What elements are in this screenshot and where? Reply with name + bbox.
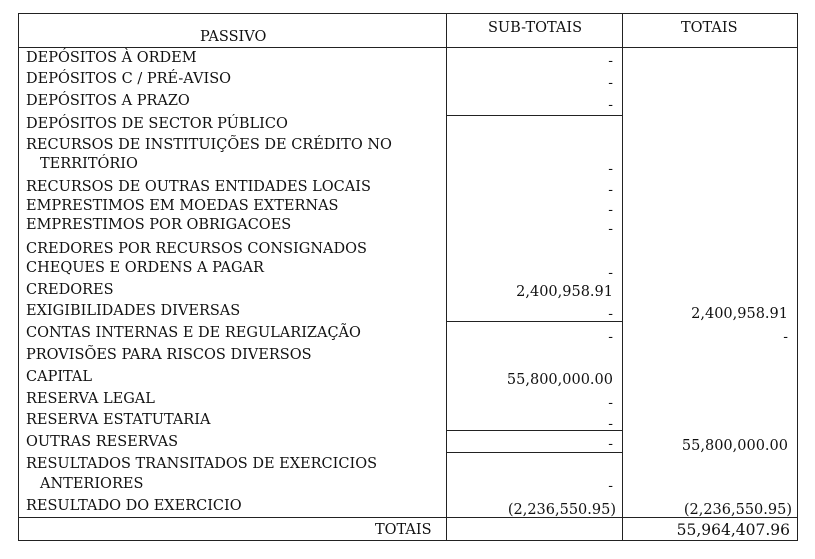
col-divider-2 [622,13,623,541]
table-bottom-border [18,540,797,541]
row-label: EMPRESTIMOS EM MOEDAS EXTERNAS [26,198,339,214]
subtotal-value: 55,800,000.00 [506,372,613,388]
subtotal-value: 2,400,958.91 [516,284,613,300]
grand-total-value: 55,964,407.96 [676,521,790,539]
subtotal-value: - [608,75,613,91]
table-right-border [797,13,798,541]
total-value: - [783,329,788,345]
row-label: CREDORES POR RECURSOS CONSIGNADOS [26,241,367,257]
row-label: RECURSOS DE INSTITUIÇÕES DE CRÉDITO NO [26,137,392,153]
subtotal-separator-2 [446,321,622,322]
row-label: DEPÓSITOS C / PRÉ-AVISO [26,71,232,87]
row-label: RESERVA LEGAL [26,391,155,407]
header-bottom-border [18,47,797,48]
row-label: DEPÓSITOS A PRAZO [26,93,190,109]
header-totais: TOTAIS [681,20,738,36]
subtotal-value: - [608,395,613,411]
row-label: OUTRAS RESERVAS [26,434,179,450]
subtotal-value: - [608,161,613,177]
table-top-border [18,13,797,14]
row-label: CONTAS INTERNAS E DE REGULARIZAÇÃO [26,325,361,341]
totals-label: TOTAIS [375,522,432,538]
subtotal-separator-1 [446,115,622,116]
row-label: RESERVA ESTATUTARIA [26,412,211,428]
row-label-continuation: ANTERIORES [40,476,144,492]
row-label: CHEQUES E ORDENS A PAGAR [26,260,264,276]
total-value: 2,400,958.91 [691,306,788,322]
subtotal-value: - [608,436,613,452]
row-label: RESULTADOS TRANSITADOS DE EXERCICIOS [26,456,378,472]
subtotal-value: - [608,202,613,218]
subtotal-value: - [608,416,613,432]
subtotal-value: - [608,306,613,322]
table-left-border [18,13,19,541]
subtotal-value: - [608,478,613,494]
subtotal-value: - [608,97,613,113]
subtotal-separator-4 [446,452,622,453]
subtotal-value: (2,236,550.95) [507,502,616,518]
subtotal-value: - [608,182,613,198]
row-label: CAPITAL [26,369,93,385]
total-value: 55,800,000.00 [681,438,788,454]
subtotal-value: - [608,53,613,69]
row-label: DEPÓSITOS À ORDEM [26,50,197,66]
row-label: RESULTADO DO EXERCICIO [26,498,242,514]
row-label: EMPRESTIMOS POR OBRIGACOES [26,217,292,233]
row-label: CREDORES [26,282,114,298]
subtotal-value: - [608,221,613,237]
row-label-continuation: TERRITÓRIO [40,156,138,172]
row-label: PROVISÕES PARA RISCOS DIVERSOS [26,347,312,363]
col-divider-1 [446,13,447,541]
row-label: RECURSOS DE OUTRAS ENTIDADES LOCAIS [26,179,371,195]
subtotal-separator-3 [446,430,622,431]
row-label: DEPÓSITOS DE SECTOR PÚBLICO [26,116,288,132]
header-passivo: PASSIVO [200,29,267,45]
row-label: EXIGIBILIDADES DIVERSAS [26,303,241,319]
subtotal-value: - [608,265,613,281]
total-value: (2,236,550.95) [683,502,792,518]
subtotal-value: - [608,329,613,345]
header-sub-totais: SUB-TOTAIS [488,20,583,36]
